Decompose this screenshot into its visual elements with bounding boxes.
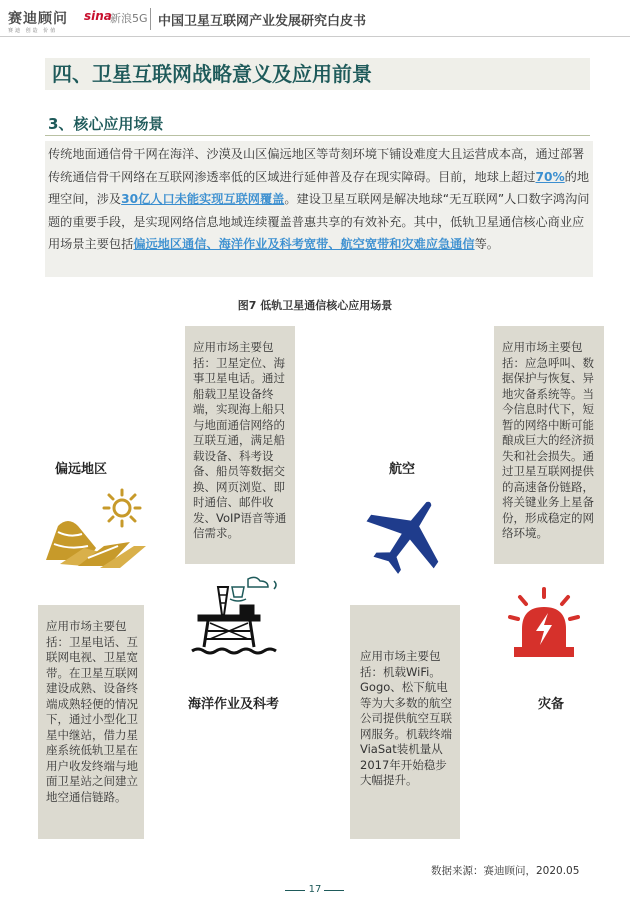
paragraph-text-4: 等。 [474, 237, 499, 251]
remote-area-icon [38, 488, 148, 570]
page-header [0, 0, 630, 40]
ccid-logo-tagline: 赛迪 创造 价值 [8, 28, 58, 34]
paragraph-text-3: 。建设卫星互联网是解决地球“无互联网”人口数字鸿沟问题的重要手段，是实现网络信息地域连续覆盖普惠共享的有效补充。其中，低轨卫星通信核心商业应用场景主要包括 [48, 192, 590, 251]
header-divider [150, 8, 151, 30]
paragraph-text-1: 传统地面通信骨干网在海洋、沙漠及山区偏远地区等苛刻环境下铺设难度大且运营成本高，通过部署传统通信骨干网络在互联网渗透率低的区域进行延伸普及存在现实障碍。目前，地球上超过 [48, 147, 585, 184]
ocean-text-box [185, 326, 295, 564]
remote-description: 应用市场主要包括：卫星电话、互联网电视、卫星宽带。在卫星互联网建设成熟、设备终端成熟轻便的情况下，通过小型化卫星中继站，借力星座系统低轨卫星在用户收发终端与地面卫星站之间建立地空通信链路。 [46, 619, 138, 804]
aviation-description: 应用市场主要包括：机载WiFi。Gogo、松下航电等为大多数的航空公司提供航空互联网服务。机载终端ViaSat装机量从2017年开始稳步大幅提升。 [360, 649, 452, 787]
highlight-population: 30亿人口未能实现互联网覆盖 [121, 192, 285, 206]
data-source: 数据来源：赛迪顾问，2020.05 [431, 865, 580, 877]
header-rule [0, 36, 630, 37]
section-title: 四、卫星互联网战略意义及应用前景 [52, 62, 372, 86]
page-number-rule-left [285, 890, 305, 891]
disaster-label: 灾备 [538, 697, 565, 712]
disaster-description: 应用市场主要包括：应急呼叫、数据保护与恢复、异地灾备系统等。当今信息时代下，短暂的网络中断可能酿成巨大的经济损失和社会损失。通过卫星互联网提供的高速备份链路，将关键业务上星备份，形成稳定的网络环境。 [502, 340, 594, 540]
aviation-text-box [350, 605, 460, 839]
offshore-platform-icon [188, 575, 288, 665]
aviation-label: 航空 [389, 462, 416, 477]
alarm-light-icon [506, 587, 582, 661]
ocean-label: 海洋作业及科考 [188, 697, 280, 712]
airplane-icon [364, 495, 450, 575]
ocean-description: 应用市场主要包括：卫星定位、海事卫星电话。通过船载卫星设备终端，实现海上船只与地面通信网络的互联互通，满足船载设备、科考设备、船员等数据交换、网页浏览、即时通信、邮件收发、VoIP语音等通信需求。 [193, 340, 287, 540]
page-number: 17 [308, 884, 322, 895]
sina-5g-logo: 新浪5G [110, 12, 148, 25]
subsection-rule [45, 135, 590, 136]
ccid-logo: 赛迪顾问 [8, 11, 68, 27]
page-number-rule-right [324, 890, 344, 891]
figure-caption: 图7 低轨卫星通信核心应用场景 [237, 299, 393, 312]
highlight-70-percent: 70% [535, 169, 565, 184]
remote-label: 偏远地区 [55, 462, 108, 477]
intro-paragraph [48, 143, 590, 256]
subsection-title: 3、核心应用场景 [48, 115, 164, 133]
disaster-text-box [494, 326, 604, 564]
sina-logo: sina [84, 9, 112, 23]
highlight-scenarios: 偏远地区通信、海洋作业及科考宽带、航空宽带和灾难应急通信 [133, 237, 475, 251]
report-title: 中国卫星互联网产业发展研究白皮书 [158, 14, 367, 29]
paragraph-text-2: 的地理空间，涉及 [48, 169, 590, 206]
remote-text-box [38, 605, 144, 839]
